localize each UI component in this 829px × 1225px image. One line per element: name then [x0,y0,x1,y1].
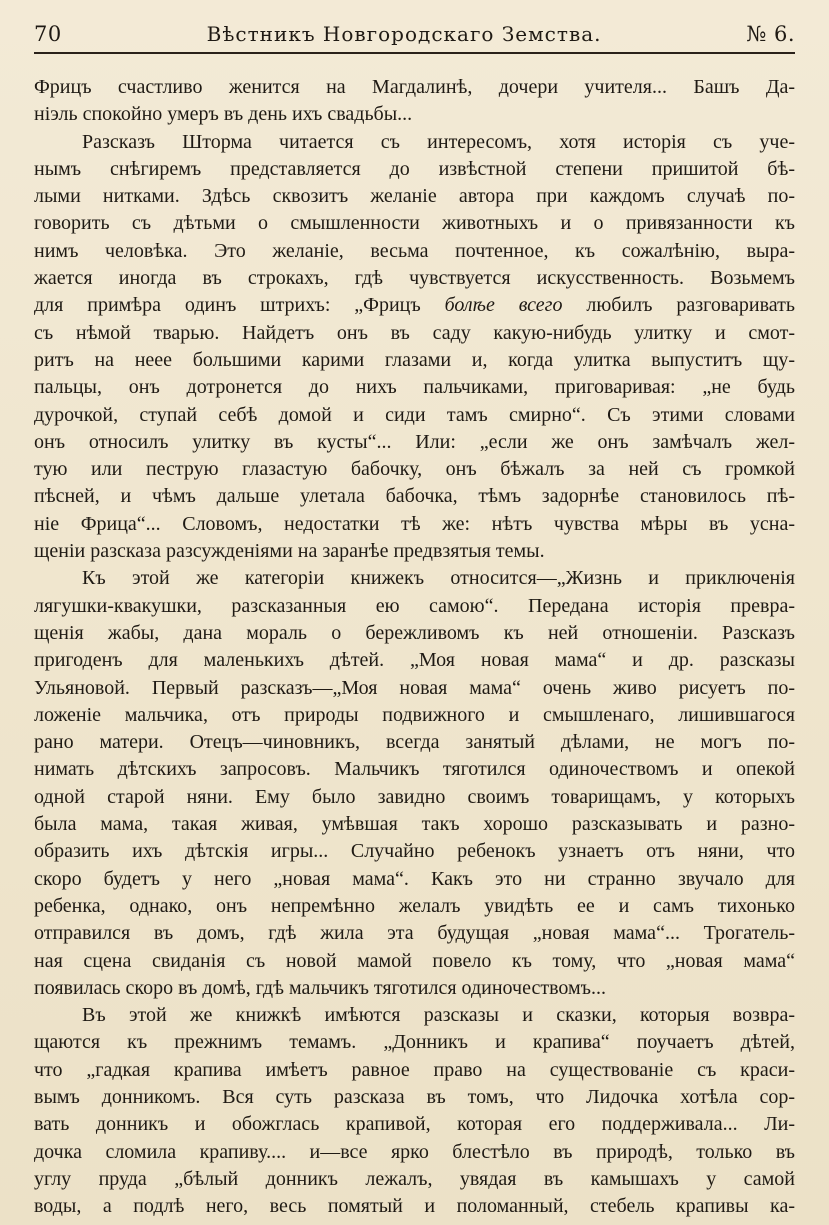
text-line: отправился въ домъ, гдѣ жила эта будущая „новая мама“... Трогатель- [34,922,795,945]
text-line: пальцы, онъ дотронется до нихъ пальчиками, приговаривая: „не будь [34,376,795,399]
running-title: Вѣстникъ Новгородскаго Земства. [206,22,602,46]
text-line-mixed [34,292,795,319]
text-line: съ нѣмой тварью. Найдетъ онъ въ саду какую-нибудь улитку и смот- [34,321,795,344]
article-body [34,74,795,1220]
text-line: Фрицъ счастливо женится на Магдалинѣ, дочери учителя... Башъ Да- [34,76,795,98]
text-line: что „гадкая крапива имѣетъ равное право на существованіе съ краси- [34,1058,795,1081]
text-line: ніэль спокойно умеръ въ день ихъ свадьбы... [34,103,413,126]
text-line: образить ихъ дѣтскія игры... Случайно ребенокъ узнаетъ отъ няни, что [34,840,795,863]
text-line: лягушки-квакушки, разсказанныя ею самою“. Передана исторія превра- [34,594,795,617]
text-line: онъ относилъ улитку въ кусты“... Или: „если же онъ замѣчалъ жел- [34,430,795,453]
text-line: нимъ человѣка. Это желаніе, весьма почтенное, къ сожалѣнію, выра- [34,239,795,262]
text-line: одной старой няни. Ему было завидно своимъ товарищамъ, у которыхъ [34,785,795,808]
text-line: щенія жабы, дана мораль о бережливомъ къ ней отношеніи. Разсказъ [34,621,795,644]
text-line: тую или пеструю глазастую бабочку, онъ бѣжалъ за ней съ громкой [34,458,795,481]
text-line: воды, а подлѣ него, весь помятый и поломанный, стебель крапивы ка- [34,1195,795,1218]
text-line: лыми нитками. Здѣсь сквозитъ желаніе автора при каждомъ случаѣ по- [34,185,795,208]
text-line: ритъ на неее большими карими глазами и, когда улитка выпуститъ щу- [34,348,795,371]
italic-fragment: болѣе всего [444,294,563,317]
text-line: нимать дѣтскихъ запросовъ. Мальчикъ тяготился одиночествомъ и опекой [34,758,795,781]
text-line: ребенка, однако, онъ непремѣнно желалъ увидѣть ее и самъ тихонько [34,894,795,917]
text-fragment: любилъ разговаривать [586,294,795,317]
text-line: пѣсней, и чѣмъ дальше улетала бабочка, тѣмъ задорнѣе становилось пѣ- [34,485,795,508]
text-line: была мама, такая живая, умѣвшая такъ хорошо разсказывать и разно- [34,813,795,836]
text-line: Къ этой же категоріи книжекъ относится—„Жизнь и приключенія [82,567,795,590]
text-line: пригоденъ для маленькихъ дѣтей. „Моя новая мама“ и др. разсказы [34,649,795,672]
text-line: дурочкой, ступай себѣ домой и сиди тамъ смирно“. Съ этими словами [34,403,795,426]
text-line: вать донникъ и обожглась крапивой, которая его поддерживала... Ли- [34,1113,795,1136]
text-line: нымъ снѣгиремъ представляется до извѣстной степени пришитой бѣ- [34,157,795,180]
text-line: ложеніе мальчика, отъ природы подвижного и смышленаго, лишившагося [34,703,795,726]
text-line: ніе Фрица“... Словомъ, недостатки тѣ же: нѣтъ чувства мѣры въ усна- [34,512,795,535]
text-line: рано матери. Отецъ—чиновникъ, всегда занятый дѣлами, не могъ по- [34,731,795,754]
text-line: ная сцена свиданія съ новой мамой повело къ тому, что „новая мама“ [34,949,795,972]
text-line: Разсказъ Шторма читается съ интересомъ, хотя исторія съ уче- [82,130,795,153]
text-line: щаются къ прежнимъ темамъ. „Донникъ и крапива“ поучаетъ дѣтей, [34,1031,795,1054]
text-line: Ульяновой. Первый разсказъ—„Моя новая мама“ очень живо рисуетъ по- [34,676,795,699]
running-header [34,22,795,52]
text-line: говорить съ дѣтьми о смышленности животныхъ и о привязанности къ [34,212,795,235]
text-line: дочка сломила крапиву.... и—все ярко блестѣло въ природѣ, только въ [34,1140,795,1163]
text-line: жается иногда въ строкахъ, гдѣ чувствуется искусственность. Возьмемъ [34,267,795,290]
header-rule [34,52,795,54]
text-fragment: для примѣра одинъ штрихъ: „Фрицъ [34,294,421,317]
text-line: Въ этой же книжкѣ имѣются разсказы и сказки, которыя возвра- [82,1004,795,1027]
text-line: углу пруда „бѣлый донникъ лежалъ, увядая въ камышахъ у самой [34,1167,795,1190]
text-line: щеніи разсказа разсужденіями на заранѣе предвзятыя темы. [34,540,545,563]
text-line: вымъ донникомъ. Вся суть разсказа въ томъ, что Лидочка хотѣла сор- [34,1085,795,1108]
text-line: скоро будетъ у него „новая мама“. Какъ это ни странно звучало для [34,867,795,890]
issue-number: № 6. [746,22,795,46]
page-number: 70 [34,22,62,46]
text-line: появилась скоро въ домѣ, гдѣ мальчикъ тяготился одиночествомъ... [34,976,606,999]
